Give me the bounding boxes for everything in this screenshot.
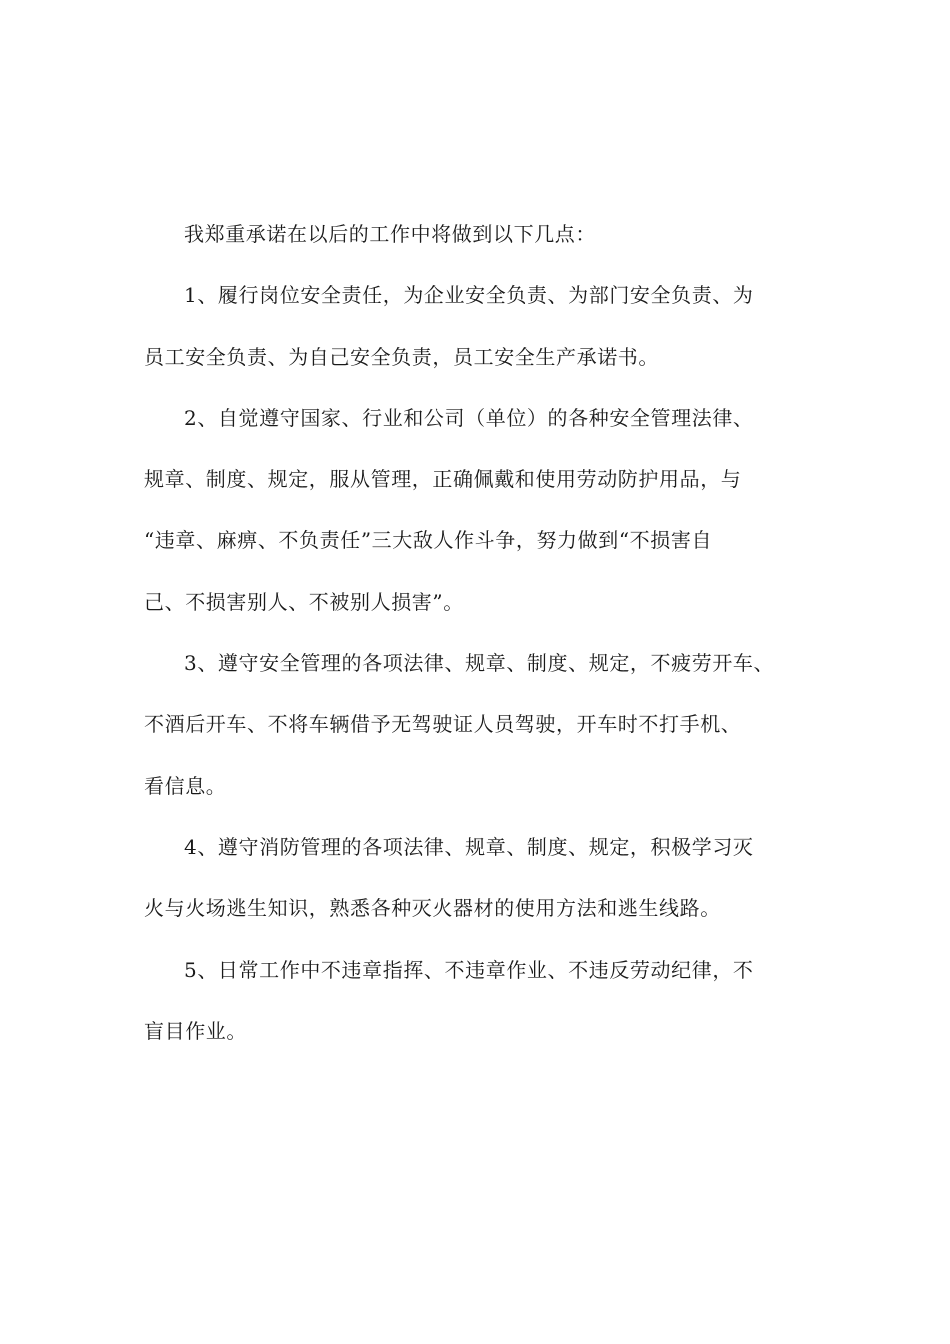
paragraph-intro	[144, 204, 834, 265]
text-line: 盲目作业。	[144, 1018, 247, 1043]
paragraph-item-3	[144, 633, 834, 817]
paragraph-item-1	[144, 265, 834, 388]
text-line: 4、遵守消防管理的各项法律、规章、制度、规定，积极学习灭	[184, 834, 754, 859]
text-line: 看信息。	[144, 773, 227, 798]
text-line: 火与火场逃生知识，熟悉各种灭火器材的使用方法和逃生线路。	[144, 896, 721, 921]
text-line: 我郑重承诺在以后的工作中将做到以下几点：	[184, 222, 596, 246]
paragraph-item-2	[144, 388, 834, 633]
text-line: 不酒后开车、不将车辆借予无驾驶证人员驾驶，开车时不打手机、	[144, 712, 742, 737]
text-line: 1、履行岗位安全责任，为企业安全负责、为部门安全负责、为	[184, 283, 754, 308]
text-line: 2、自觉遵守国家、行业和公司（单位）的各种安全管理法律、	[184, 405, 754, 430]
text-line: 己、不损害别人、不被别人损害”。	[144, 589, 464, 614]
document-body	[144, 204, 834, 1062]
text-line: 5、日常工作中不违章指挥、不违章作业、不违反劳动纪律，不	[184, 957, 754, 982]
text-line: 3、遵守安全管理的各项法律、规章、制度、规定，不疲劳开车、	[184, 651, 775, 676]
paragraph-item-5	[144, 940, 834, 1063]
paragraph-item-4	[144, 817, 834, 940]
text-line: 规章、制度、规定，服从管理，正确佩戴和使用劳动防护用品，与	[144, 467, 742, 492]
text-line: 员工安全负责、为自己安全负责，员工安全生产承诺书。	[144, 344, 659, 369]
text-line: “违章、麻痹、不负责任”三大敌人作斗争，努力做到“不损害自	[144, 528, 713, 553]
